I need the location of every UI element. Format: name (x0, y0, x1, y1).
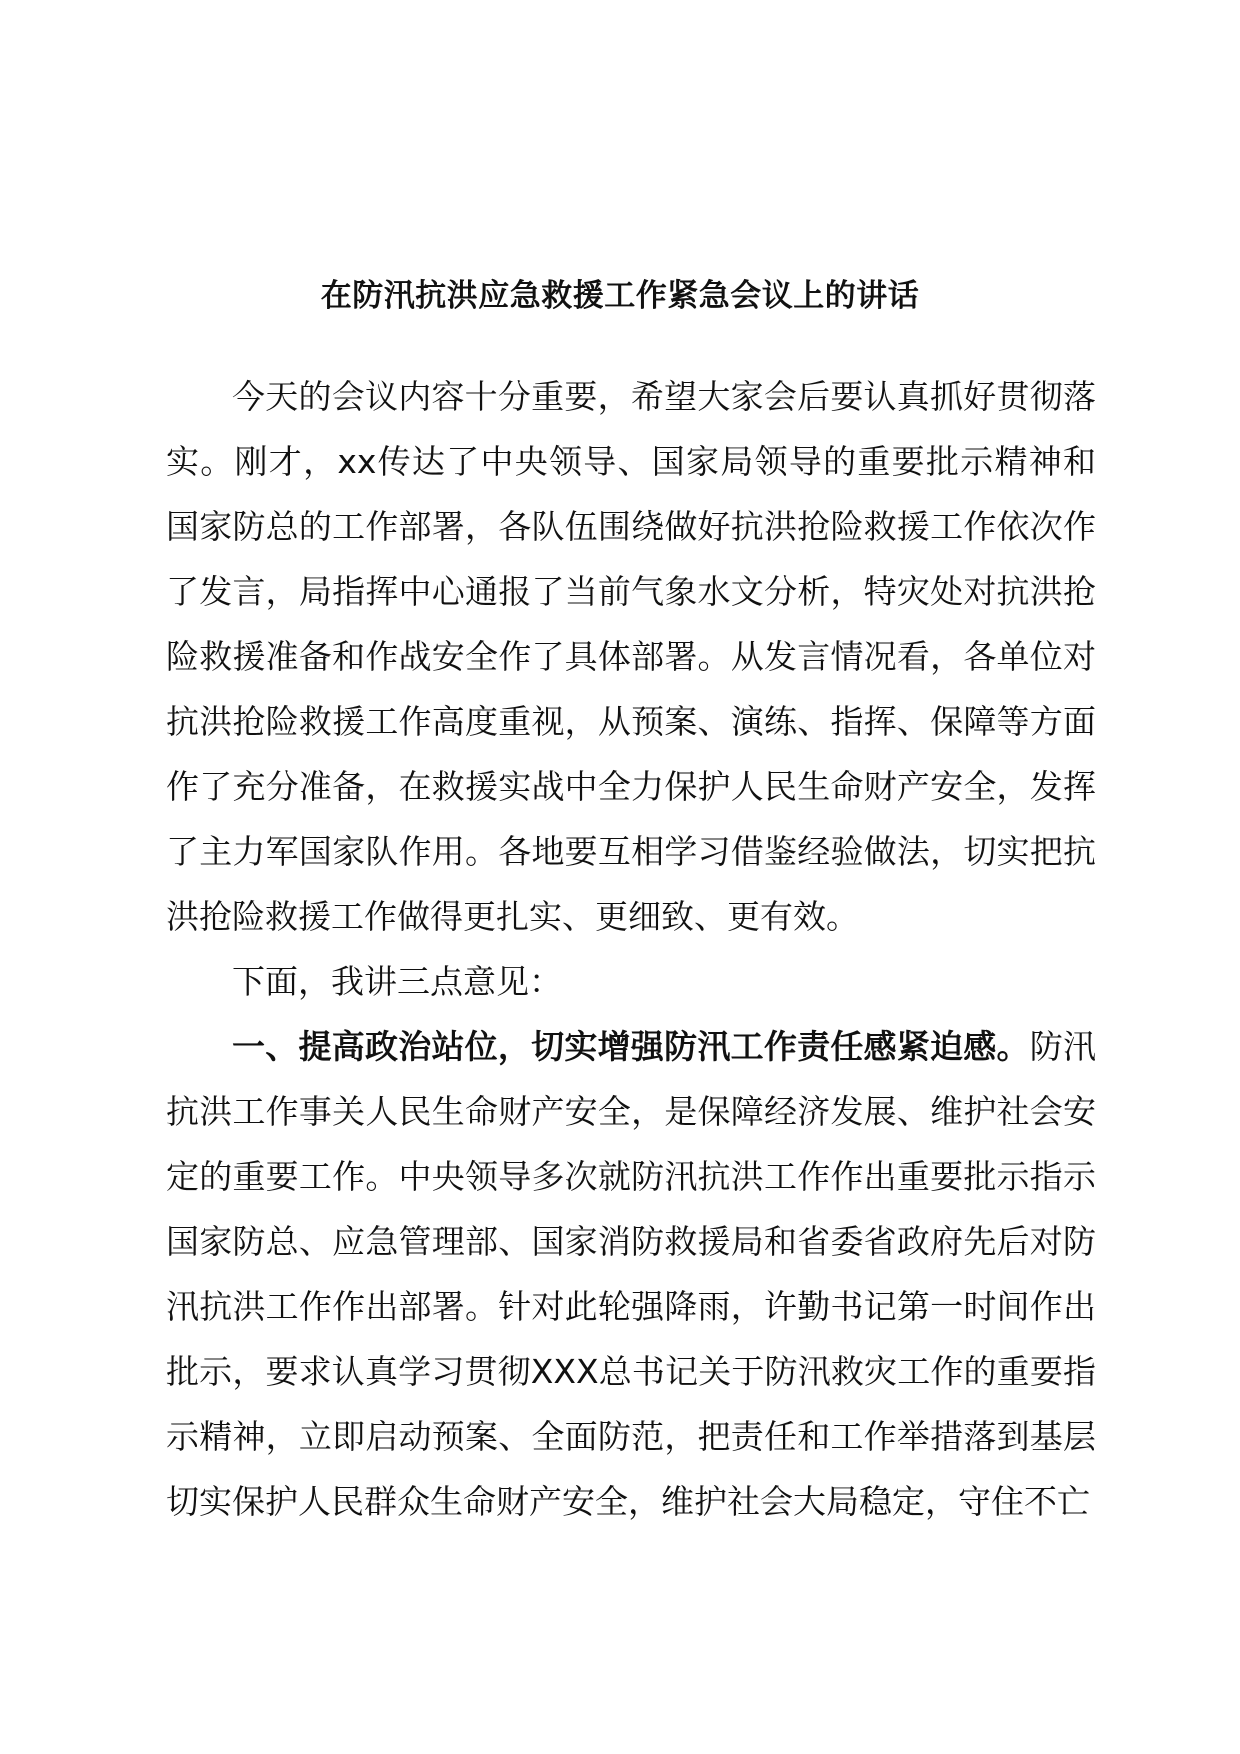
paragraph-text: 今天的会议内容十分重要，希望大家会后要认真抓好贯彻落实。刚才，xx传达了中央领导、国家局领导的重要批示精神和国家防总的工作部署，各队伍围绕做好抗洪抢险救援工作依次作了发言，局指挥中心通报了当前气象水文分析，特灾处对抗洪抢险救援准备和作战安全作了具体部署。从发言情况看，各单位对抗洪抢险救援工作高度重视，从预案、演练、指挥、保障等方面作了充分准备，在救援实战中全力保护人民生命财产安全，发挥了主力军国家队作用。各地要互相学习借鉴经验做法，切实把抗洪抢险救援工作做得更扎实、更细致、更有效。 (166, 377, 1096, 936)
document-title: 在防汛抗洪应急救援工作紧急会议上的讲话 (320, 278, 920, 314)
paragraph-text: 下面，我讲三点意见： (232, 962, 562, 1001)
paragraph-opening (166, 364, 1096, 949)
paragraph-point-one (166, 1014, 1096, 1534)
paragraph-lead: 一、提高政治站位，切实增强防汛工作责任感紧迫感。 (232, 1027, 1030, 1066)
document-body (166, 364, 1096, 1534)
paragraph-intro-points (166, 949, 1096, 1014)
paragraph-text: 防汛抗洪工作事关人民生命财产安全，是保障经济发展、维护社会安定的重要工作。中央领导多次就防汛抗洪工作作出重要批示指示国家防总、应急管理部、国家消防救援局和省委省政府先后对防汛抗洪工作作出部署。针对此轮强降雨，许勤书记第一时间作出批示，要求认真学习贯彻XXX总书记关于防汛救灾工作的重要指示精神，立即启动预案、全面防范，把责任和工作举措落到基层切实保护人民群众生命财产安全，维护社会大局稳定，守住不亡 (166, 1027, 1097, 1521)
